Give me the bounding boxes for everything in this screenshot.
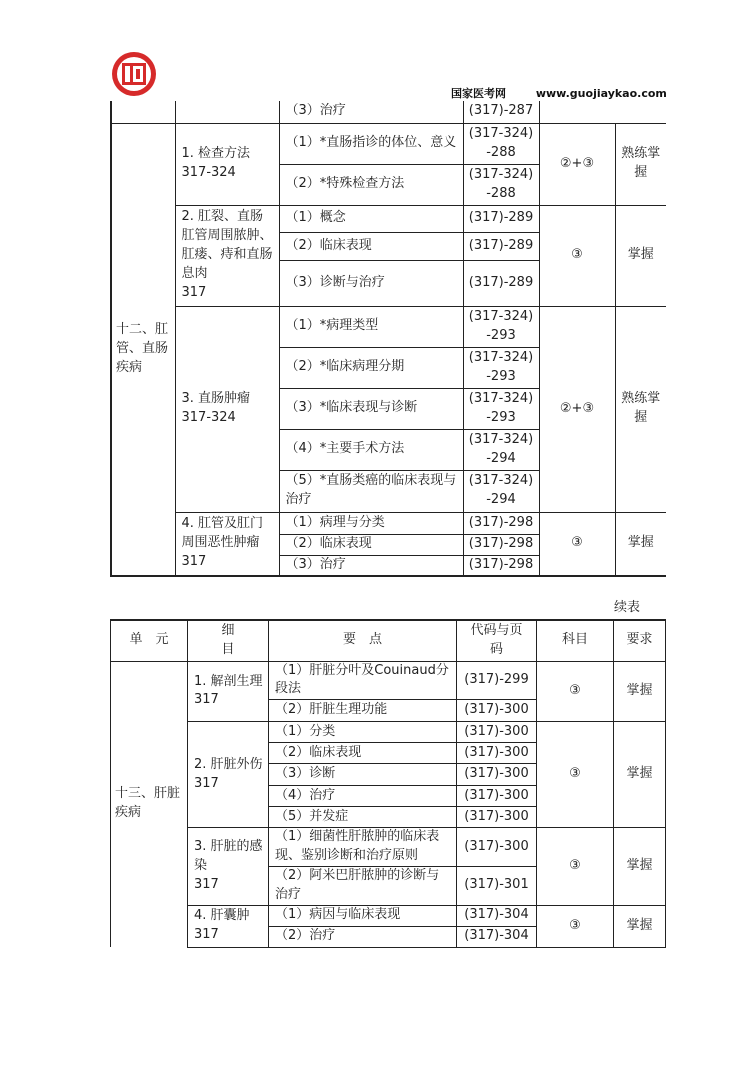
point-cell: （1）*病理类型 (279, 306, 463, 347)
point-cell: （2）临床表现 (279, 534, 463, 555)
req-cell: 熟练掌握 (615, 306, 666, 512)
point-cell: （1）概念 (279, 205, 463, 232)
table-row (111, 123, 666, 164)
point-cell: （1）病理与分类 (279, 512, 463, 534)
code-cell: (317)-298 (463, 555, 539, 576)
subject-cell: ②+③ (539, 123, 615, 205)
point-cell: （3）治疗 (279, 555, 463, 576)
code-cell: (317)-304 (457, 905, 537, 926)
point-cell: （2）阿米巴肝脓肿的诊断与治疗 (269, 866, 457, 905)
code-cell: (317)-300 (457, 700, 537, 722)
detail-cell: 1. 检查方法 317-324 (175, 123, 279, 205)
point-cell: （2）*临床病理分期 (279, 347, 463, 388)
req-cell: 掌握 (614, 722, 666, 828)
point-cell: （1）*直肠指诊的体位、意义 (279, 123, 463, 164)
code-cell: (317)-289 (463, 232, 539, 260)
table-row (111, 205, 666, 232)
req-cell: 熟练掌握 (615, 123, 666, 205)
header-subject: 科目 (537, 620, 614, 661)
code-cell: (317)-301 (457, 866, 537, 905)
point-cell: （2）肝脏生理功能 (269, 700, 457, 722)
table-row (111, 905, 666, 926)
subject-cell: ③ (537, 828, 614, 905)
code-cell: (317)-300 (457, 722, 537, 743)
detail-cell: 3. 直肠肿瘤 317-324 (175, 306, 279, 512)
req-cell (615, 101, 666, 123)
point-cell: （2）治疗 (269, 926, 457, 947)
header-point: 要 点 (269, 620, 457, 661)
syllabus-table-2 (110, 619, 666, 948)
code-cell: (317-324) -293 (463, 388, 539, 429)
point-cell: （5）*直肠类癌的临床表现与治疗 (279, 470, 463, 512)
code-cell: (317)-300 (457, 786, 537, 807)
unit-cell: 十三、肝脏疾病 (111, 661, 188, 947)
table-row (111, 661, 666, 700)
code-cell: (317)-304 (457, 926, 537, 947)
code-cell: (317-324) -294 (463, 429, 539, 470)
table-row (111, 512, 666, 534)
point-cell: （3）*临床表现与诊断 (279, 388, 463, 429)
subject-cell: ③ (539, 512, 615, 576)
code-cell: (317-324) -288 (463, 164, 539, 205)
table-row (111, 722, 666, 743)
subject-cell (539, 101, 615, 123)
site-url: www.guojiaykao.com (535, 87, 667, 100)
point-cell: （2）临床表现 (269, 743, 457, 764)
detail-cell: 4. 肝囊肿 317 (188, 905, 269, 947)
req-cell: 掌握 (614, 905, 666, 947)
code-cell: (317-324) -294 (463, 470, 539, 512)
detail-cell (175, 101, 279, 123)
code-cell: (317-324) -288 (463, 123, 539, 164)
point-cell: （4）*主要手术方法 (279, 429, 463, 470)
code-cell: (317)-298 (463, 512, 539, 534)
unit-cell (111, 101, 175, 123)
header-req: 要求 (614, 620, 666, 661)
code-cell: (317)-289 (463, 205, 539, 232)
detail-cell: 4. 肛管及肛门周围恶性肿瘤 317 (175, 512, 279, 576)
code-cell: (317)-299 (457, 661, 537, 700)
subject-cell: ③ (539, 205, 615, 306)
code-cell: (317)-287 (463, 101, 539, 123)
point-cell: （4）治疗 (269, 786, 457, 807)
code-cell: (317)-300 (457, 828, 537, 867)
header-unit: 单 元 (111, 620, 188, 661)
req-cell: 掌握 (614, 661, 666, 722)
subject-cell: ②+③ (539, 306, 615, 512)
site-header (451, 86, 667, 102)
site-logo (110, 50, 158, 98)
subject-cell: ③ (537, 905, 614, 947)
table-row (111, 828, 666, 867)
header-code: 代码与页 码 (457, 620, 537, 661)
point-cell: （5）并发症 (269, 807, 457, 828)
table-row (111, 306, 666, 347)
unit-cell: 十二、肛管、直肠疾病 (111, 123, 175, 576)
point-cell: （1）病因与临床表现 (269, 905, 457, 926)
point-cell: （3）诊断与治疗 (279, 260, 463, 306)
code-cell: (317)-300 (457, 764, 537, 786)
code-cell: (317)-300 (457, 743, 537, 764)
point-cell: （2）*特殊检查方法 (279, 164, 463, 205)
code-cell: (317-324) -293 (463, 306, 539, 347)
code-cell: (317-324) -293 (463, 347, 539, 388)
point-cell: （3）治疗 (279, 101, 463, 123)
subject-cell: ③ (537, 661, 614, 722)
req-cell: 掌握 (614, 828, 666, 905)
table-row (111, 101, 666, 123)
point-cell: （3）诊断 (269, 764, 457, 786)
detail-cell: 2. 肛裂、直肠肛管周围脓肿、肛瘘、痔和直肠息肉 317 (175, 205, 279, 306)
header-detail: 细 目 (188, 620, 269, 661)
point-cell: （1）肝脏分叶及Couinaud分段法 (269, 661, 457, 700)
point-cell: （1）分类 (269, 722, 457, 743)
subject-cell: ③ (537, 722, 614, 828)
continued-label: 续表 (614, 600, 641, 615)
req-cell: 掌握 (615, 205, 666, 306)
detail-cell: 1. 解剖生理 317 (188, 661, 269, 722)
site-name: 国家医考网 (451, 87, 506, 100)
code-cell: (317)-300 (457, 807, 537, 828)
detail-cell: 3. 肝脏的感染 317 (188, 828, 269, 905)
table-header-row (111, 620, 666, 661)
detail-cell: 2. 肝脏外伤 317 (188, 722, 269, 828)
code-cell: (317)-298 (463, 534, 539, 555)
syllabus-table-1 (110, 101, 666, 577)
req-cell: 掌握 (615, 512, 666, 576)
point-cell: （1）细菌性肝脓肿的临床表现、鉴别诊断和治疗原则 (269, 828, 457, 867)
code-cell: (317)-289 (463, 260, 539, 306)
point-cell: （2）临床表现 (279, 232, 463, 260)
